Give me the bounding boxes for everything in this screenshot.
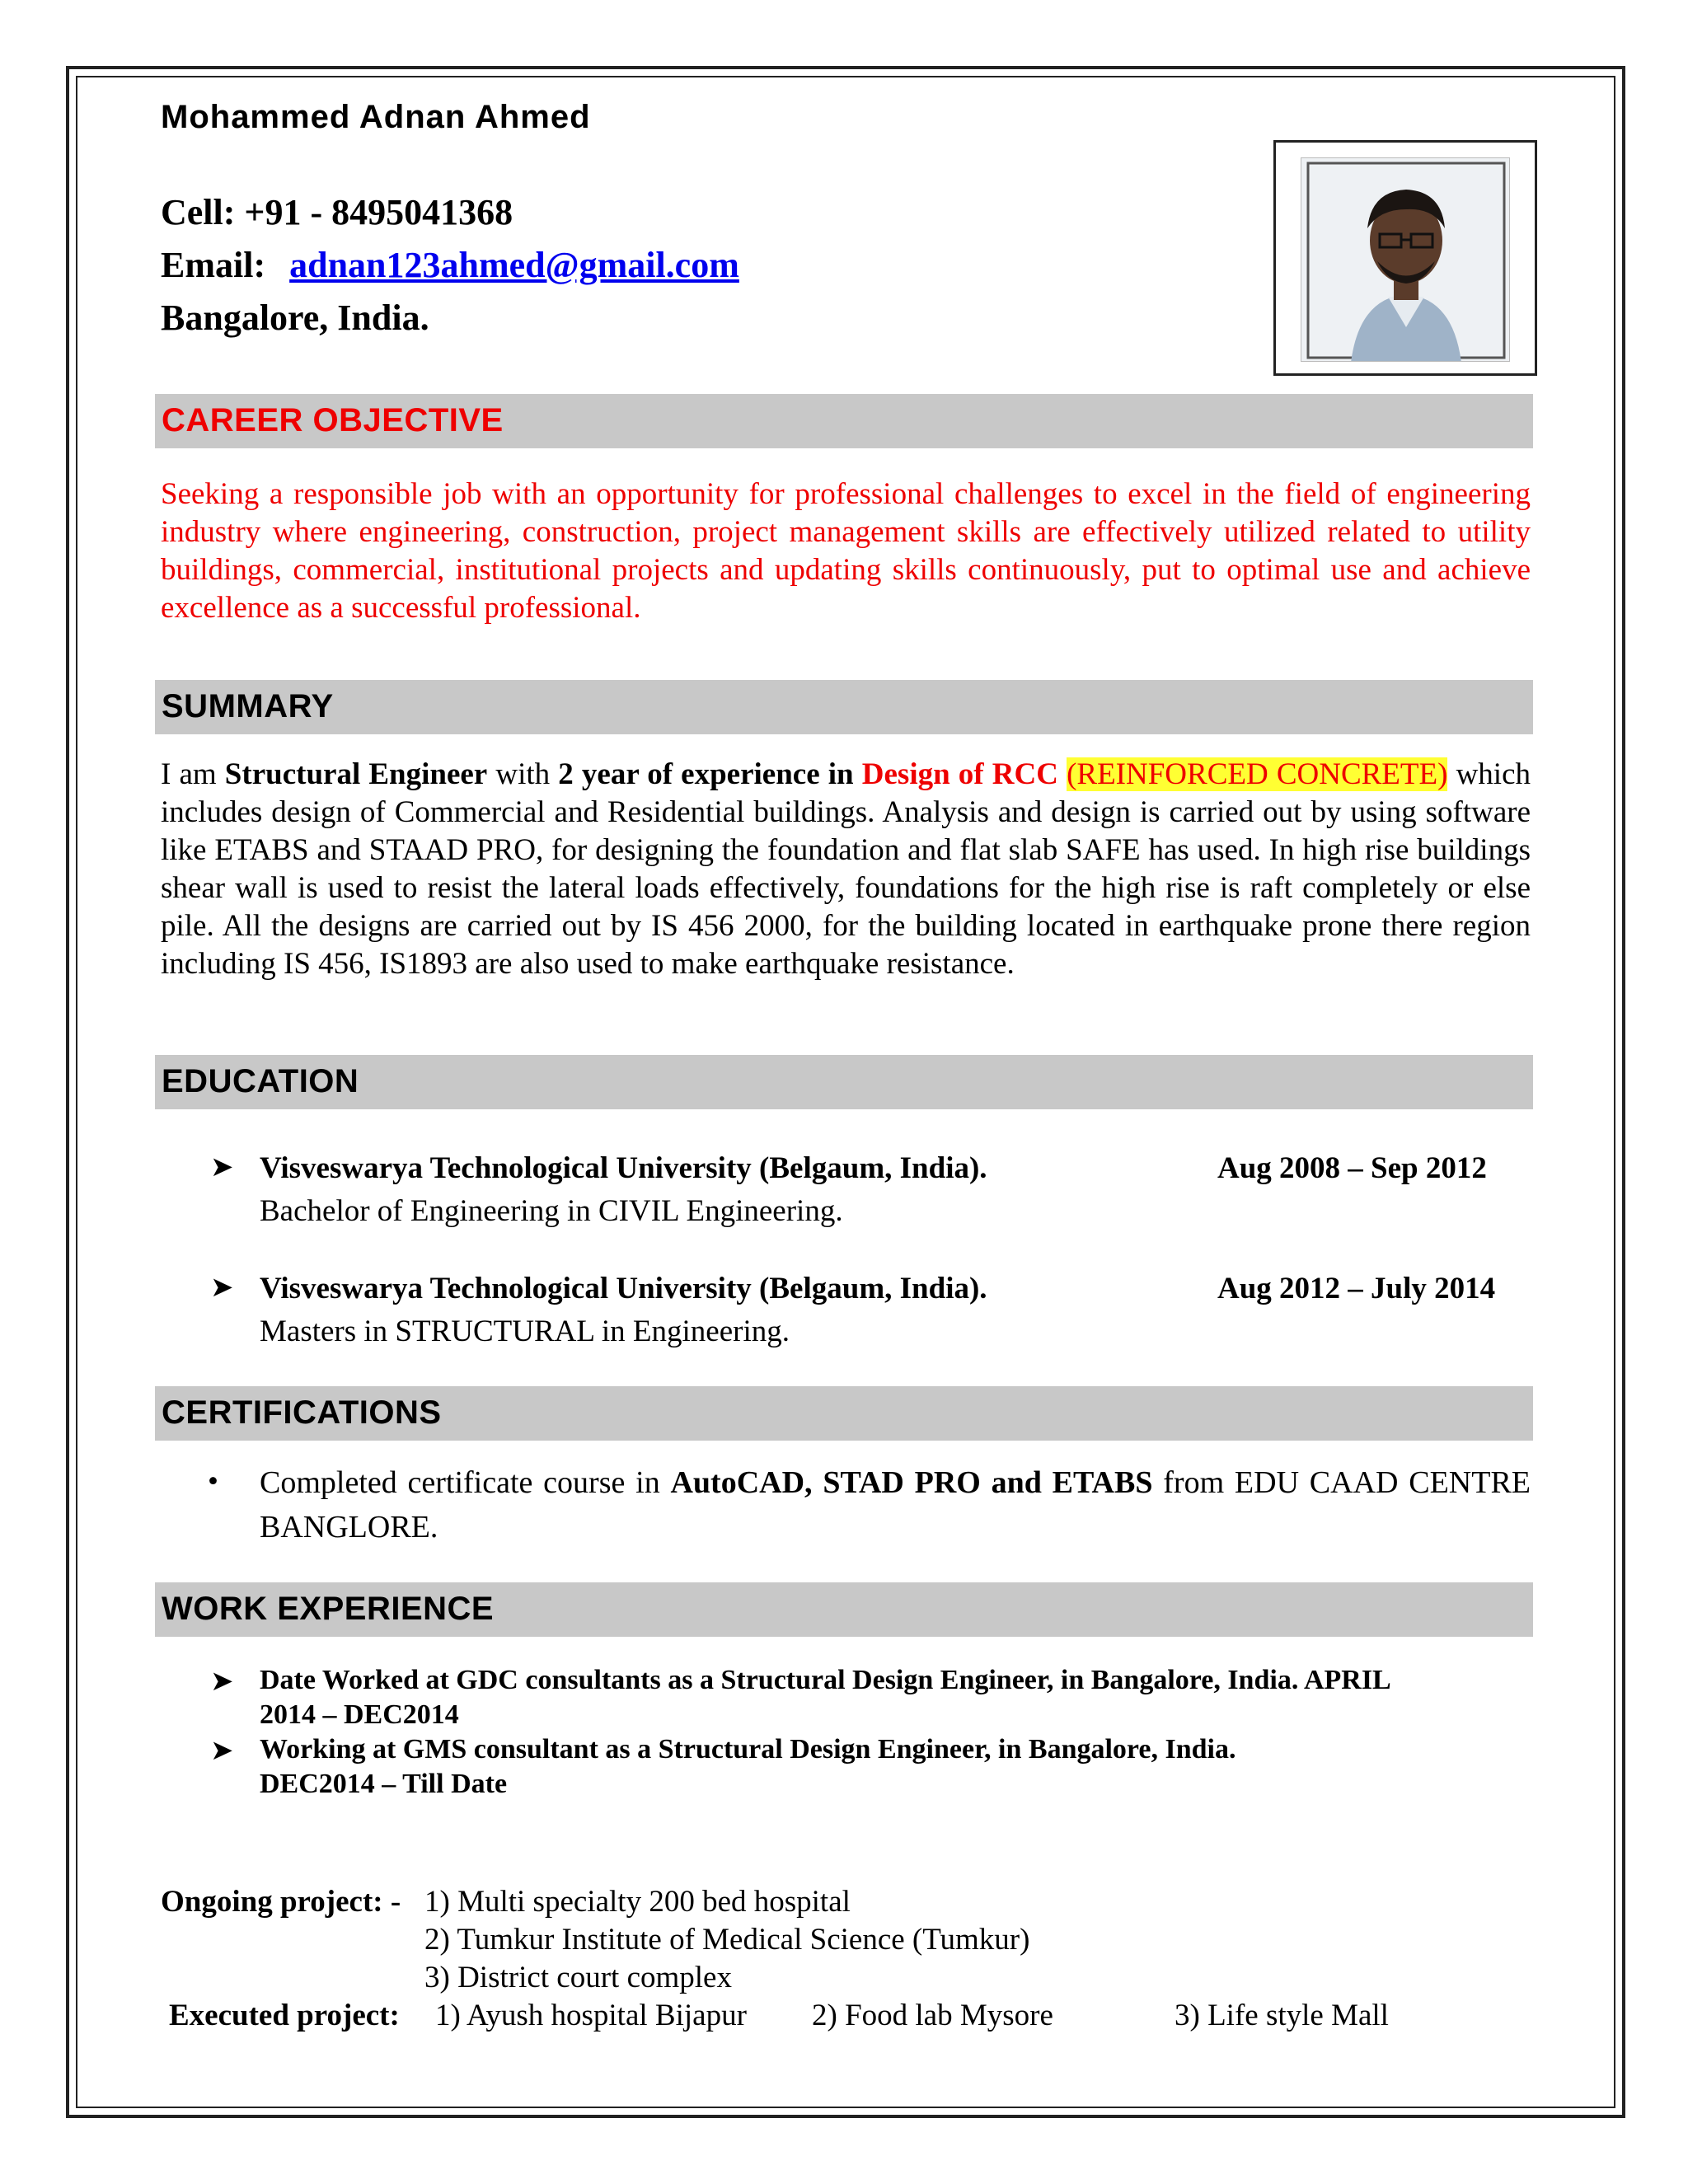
ongoing-project-item: 3) District court complex [424, 1961, 732, 1994]
arrow-bullet-icon: ➤ [210, 1152, 234, 1183]
work-line2: DEC2014 – Till Date [260, 1769, 508, 1799]
certifications-heading-bar [155, 1386, 1533, 1441]
summary-t6 [1058, 757, 1067, 791]
work-line1: Working at GMS consultant as a Structural Design Engineer, in Bangalore, India. [260, 1734, 1236, 1765]
work-experience-heading: WORK EXPERIENCE [162, 1591, 495, 1627]
summary-t3: with [487, 757, 559, 791]
arrow-bullet-icon: ➤ [210, 1272, 234, 1303]
career-objective-heading: CAREER OBJECTIVE [162, 402, 504, 438]
summary-t8: which includes design of Commercial and Residential buildings. Analysis and design is carried out by using software like ETABS and STAAD PRO, for designing the foundation and flat slab SAFE has used. In high rise buildings shear wall is used to resist the lateral loads effectively, foundations for the high rise is raft completely or else pile. All the designs are carried out by IS 456 2000, for the building located in earthquake prone there region including IS 456, IS1893 are also used to make earthquake resistance. [161, 757, 1531, 981]
summary-role: Structural Engineer [224, 757, 488, 791]
work-line2: 2014 – DEC2014 [260, 1699, 459, 1730]
cert-software: AutoCAD, STAD PRO and ETABS [670, 1465, 1153, 1500]
education-school: Visveswarya Technological University (Belgaum, India). [260, 1151, 987, 1185]
education-dates: Aug 2008 – Sep 2012 [1217, 1151, 1487, 1185]
certification-text [260, 1460, 1531, 1549]
arrow-bullet-icon: ➤ [210, 1736, 234, 1766]
work-line1: Date Worked at GDC consultants as a Structural Design Engineer, in Bangalore, India. APRIL [260, 1665, 1391, 1695]
ongoing-project-item: 2) Tumkur Institute of Medical Science (Tumkur) [424, 1923, 1030, 1957]
profile-photo [1301, 157, 1510, 362]
education-heading-bar [155, 1055, 1533, 1109]
executed-project-item: 1) Ayush hospital Bijapur [435, 1999, 747, 2032]
work-experience-heading-bar [155, 1582, 1533, 1637]
education-degree: Bachelor of Engineering in CIVIL Engineering. [260, 1194, 843, 1228]
profile-photo-frame [1273, 140, 1537, 376]
summary-t1: I am [161, 757, 225, 791]
ongoing-project-item: 1) Multi specialty 200 bed hospital [424, 1885, 851, 1919]
location: Bangalore, India. [161, 298, 429, 338]
cert-p1: Completed certificate course in [260, 1465, 671, 1500]
career-objective-heading-bar [155, 394, 1533, 448]
summary-design-rcc: Design of RCC [861, 757, 1058, 791]
education-degree: Masters in STRUCTURAL in Engineering. [260, 1315, 790, 1348]
summary-reinforced-concrete: (REINFORCED CONCRETE) [1067, 757, 1448, 791]
certifications-heading: CERTIFICATIONS [162, 1394, 442, 1431]
summary-heading: SUMMARY [162, 688, 334, 724]
summary-experience: 2 year of experience in [558, 757, 862, 791]
certification-bullet-icon: • [208, 1465, 218, 1498]
email-link[interactable]: adnan123ahmed@gmail.com [289, 245, 739, 285]
ongoing-project-label: Ongoing project: - [161, 1885, 401, 1919]
email-label: Email: [161, 245, 266, 285]
arrow-bullet-icon: ➤ [210, 1666, 234, 1697]
summary-heading-bar [155, 680, 1533, 734]
summary-text [161, 756, 1531, 983]
education-dates: Aug 2012 – July 2014 [1217, 1272, 1496, 1305]
candidate-name: Mohammed Adnan Ahmed [161, 99, 591, 135]
email-line [161, 241, 739, 290]
cell-number: Cell: +91 - 8495041368 [161, 192, 513, 232]
executed-project-item: 2) Food lab Mysore [812, 1999, 1053, 2032]
education-school: Visveswarya Technological University (Belgaum, India). [260, 1272, 987, 1305]
education-heading: EDUCATION [162, 1063, 359, 1099]
executed-project-label: Executed project: [169, 1999, 400, 2032]
cert-p3: from EDU CAAD CENTRE BANGLORE. [260, 1465, 1531, 1544]
career-objective-text: Seeking a responsible job with an opportunity for professional challenges to excel in the field of engineering industry where engineering, construction, project management skills are effectively utilized related to utility buildings, commercial, institutional projects and updating skills continuously, put to optimal use and achieve excellence as a successful professional. [161, 477, 1531, 625]
executed-project-item: 3) Life style Mall [1175, 1999, 1389, 2032]
